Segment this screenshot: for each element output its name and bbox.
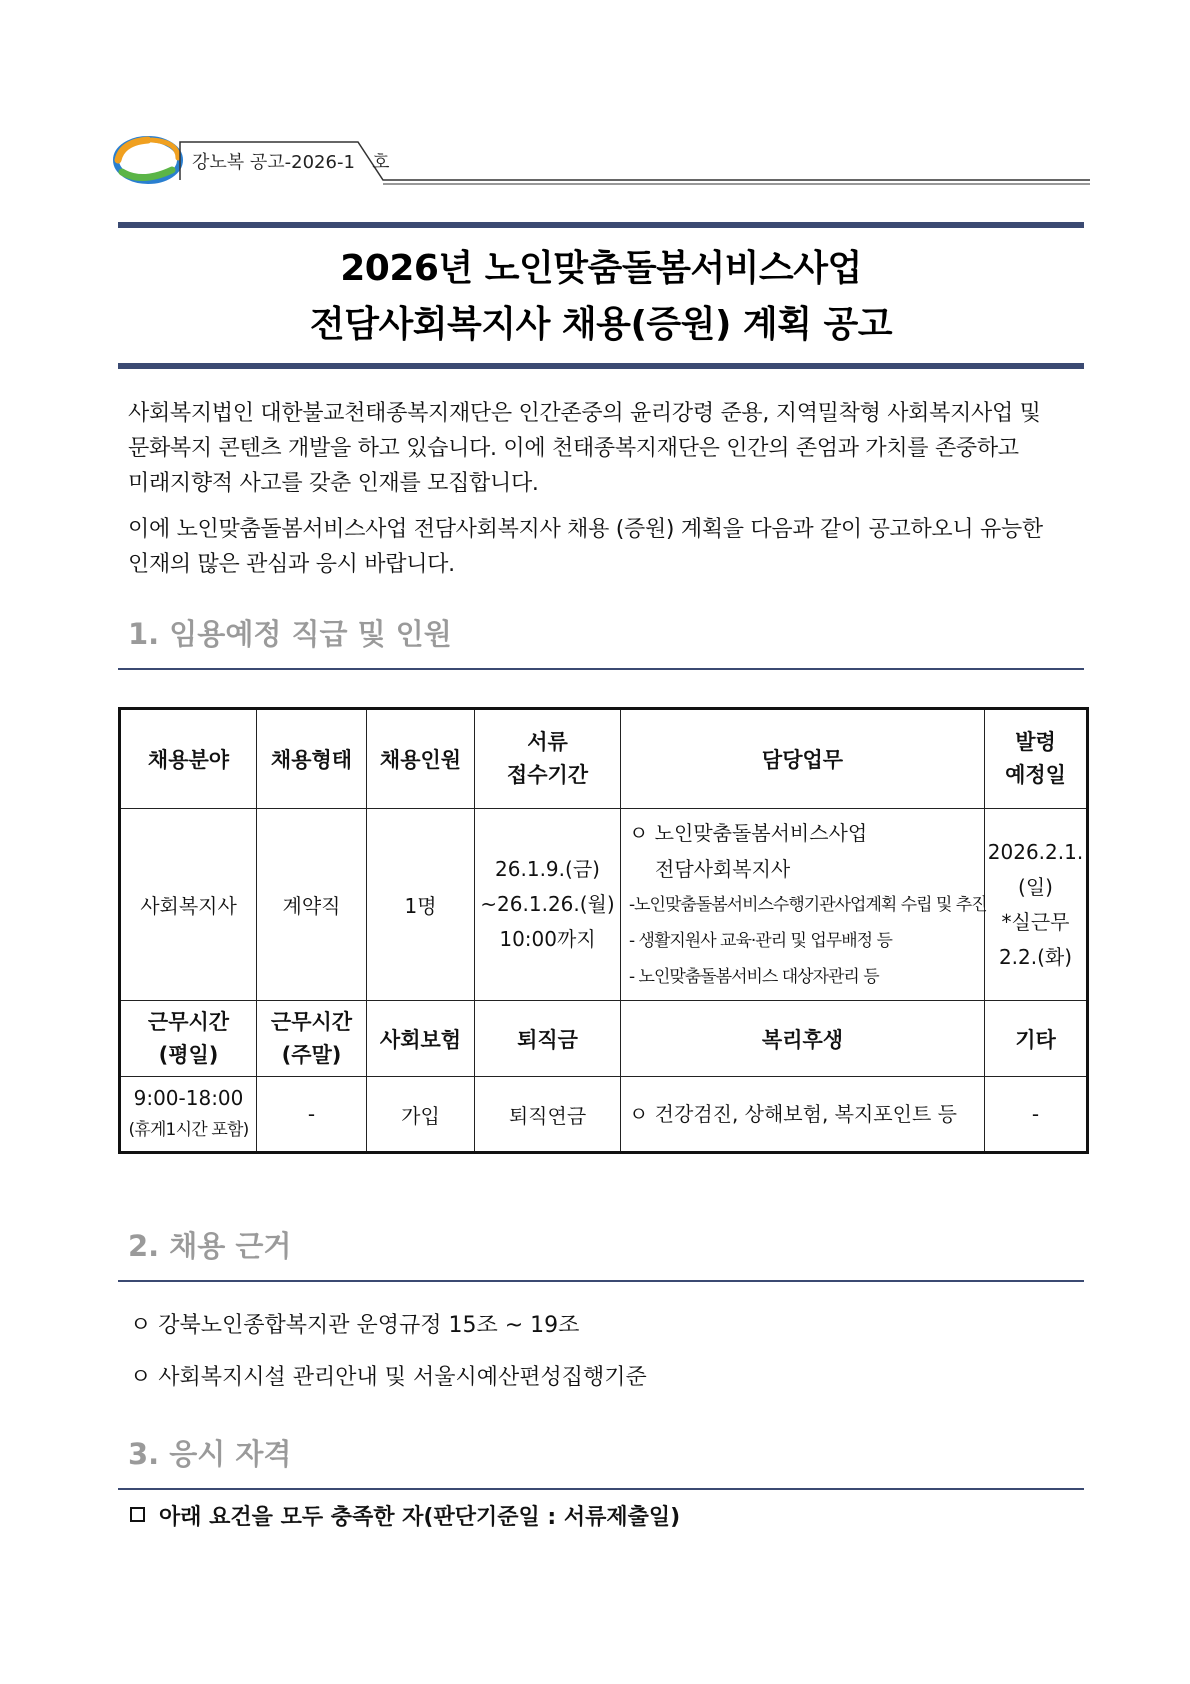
page-title-line2: 전담사회복지사 채용(증원) 계획 공고 <box>309 304 893 345</box>
section-title-basis: 2. 채용 근거 <box>128 1229 292 1263</box>
cell-weekend-hours: - <box>257 1077 367 1153</box>
weekday-hours-line: 9:00-18:00 <box>133 1086 244 1110</box>
header-period-line: 접수기간 <box>506 763 589 787</box>
organization-logo-icon <box>112 134 184 186</box>
qualification-text: 아래 요건을 모두 충족한 자(판단기준일 : 서류제출일) <box>159 1505 681 1530</box>
period-line: ~26.1.26.(월) <box>480 892 615 916</box>
cell-appointment <box>985 809 1088 1001</box>
square-bullet-icon <box>130 1507 145 1522</box>
header-weekend-line: 근무시간 <box>270 1009 353 1034</box>
period-line: 26.1.9.(금) <box>495 857 600 881</box>
section-title-positions: 1. 임용예정 직급 및 인원 <box>128 617 452 651</box>
intro-paragraph-1 <box>128 396 1078 501</box>
section-title-qualification: 3. 응시 자격 <box>128 1437 292 1471</box>
period-line: 10:00까지 <box>499 927 596 951</box>
cell-count: 1명 <box>367 809 475 1001</box>
cell-weekday-hours <box>120 1077 257 1153</box>
header-severance: 퇴직금 <box>475 1001 621 1077</box>
intro-paragraph-2 <box>128 512 1078 582</box>
basis-item: ㅇ 사회복지시설 관리안내 및 서울시예산편성집행기준 <box>130 1365 647 1390</box>
header-weekday-hours <box>120 1001 257 1077</box>
intro-line: 인재의 많은 관심과 응시 바랍니다. <box>128 552 455 577</box>
recruitment-table <box>118 707 1089 1154</box>
header-duty: 담당업무 <box>621 709 985 809</box>
duty-line: - 생활지원사 교육·관리 및 업무배정 등 <box>629 930 892 951</box>
duty-line: 전담사회복지사 <box>655 856 791 881</box>
header-appointment-line: 발령 <box>1015 730 1056 754</box>
appointment-line: *실근무 <box>1001 909 1070 934</box>
title-top-rule <box>118 222 1084 228</box>
appointment-line: 2.2.(화) <box>998 944 1073 969</box>
cell-field: 사회복지사 <box>120 809 257 1001</box>
intro-line: 이에 노인맞춤돌봄서비스사업 전담사회복지사 채용 (증원) 계획을 다음과 같이 공고하오니 유능한 <box>128 517 1043 542</box>
cell-duty <box>621 809 985 1001</box>
duty-line: ㅇ 노인맞춤돌봄서비스사업 <box>629 820 868 845</box>
cell-period <box>475 809 621 1001</box>
header-weekday-line: (평일) <box>158 1042 219 1067</box>
header-weekend-hours <box>257 1001 367 1077</box>
header-insurance: 사회보험 <box>367 1001 475 1077</box>
appointment-line: (일) <box>1018 874 1053 899</box>
cell-etc: - <box>985 1077 1088 1153</box>
section-rule <box>118 1488 1084 1490</box>
title-bottom-rule <box>118 363 1084 369</box>
header-field: 채용분야 <box>120 709 257 809</box>
intro-line: 사회복지법인 대한불교천태종복지재단은 인간존중의 윤리강령 준용, 지역밀착형 사회복지사업 및 <box>128 401 1041 426</box>
header-weekend-line: (주말) <box>281 1042 342 1067</box>
header-period-line: 서류 <box>527 730 568 754</box>
header-etc: 기타 <box>985 1001 1088 1077</box>
header-type: 채용형태 <box>257 709 367 809</box>
cell-insurance: 가입 <box>367 1077 475 1153</box>
header-welfare: 복리후생 <box>621 1001 985 1077</box>
duty-line: -노인맞춤돌봄서비스수행기관사업계획 수립 및 추진 <box>629 894 987 915</box>
duty-line: - 노인맞춤돌봄서비스 대상자관리 등 <box>629 966 879 987</box>
qualification-item <box>130 1500 680 1531</box>
header-period <box>475 709 621 809</box>
cell-type: 계약직 <box>257 809 367 1001</box>
basis-item: ㅇ 강북노인종합복지관 운영규정 15조 ~ 19조 <box>130 1313 580 1338</box>
intro-line: 문화복지 콘텐츠 개발을 하고 있습니다. 이에 천태종복지재단은 인간의 존엄과 가치를 존중하고 <box>128 436 1019 461</box>
cell-severance: 퇴직연금 <box>475 1077 621 1153</box>
weekday-hours-line: (휴게1시간 포함) <box>128 1120 249 1140</box>
page-title-line1: 2026년 노인맞춤돌봄서비스사업 <box>340 248 862 289</box>
section-rule <box>118 668 1084 670</box>
section-rule <box>118 1280 1084 1282</box>
header-appointment-line: 예정일 <box>1005 763 1066 787</box>
header-weekday-line: 근무시간 <box>147 1009 230 1034</box>
intro-line: 미래지향적 사고를 갖춘 인재를 모집합니다. <box>128 471 539 496</box>
header-count: 채용인원 <box>367 709 475 809</box>
cell-welfare: ㅇ 건강검진, 상해보험, 복지포인트 등 <box>621 1077 985 1153</box>
header-appointment <box>985 709 1088 809</box>
document-number: 강노복 공고-2026-1 호 <box>192 152 390 173</box>
appointment-line: 2026.2.1. <box>987 839 1084 864</box>
